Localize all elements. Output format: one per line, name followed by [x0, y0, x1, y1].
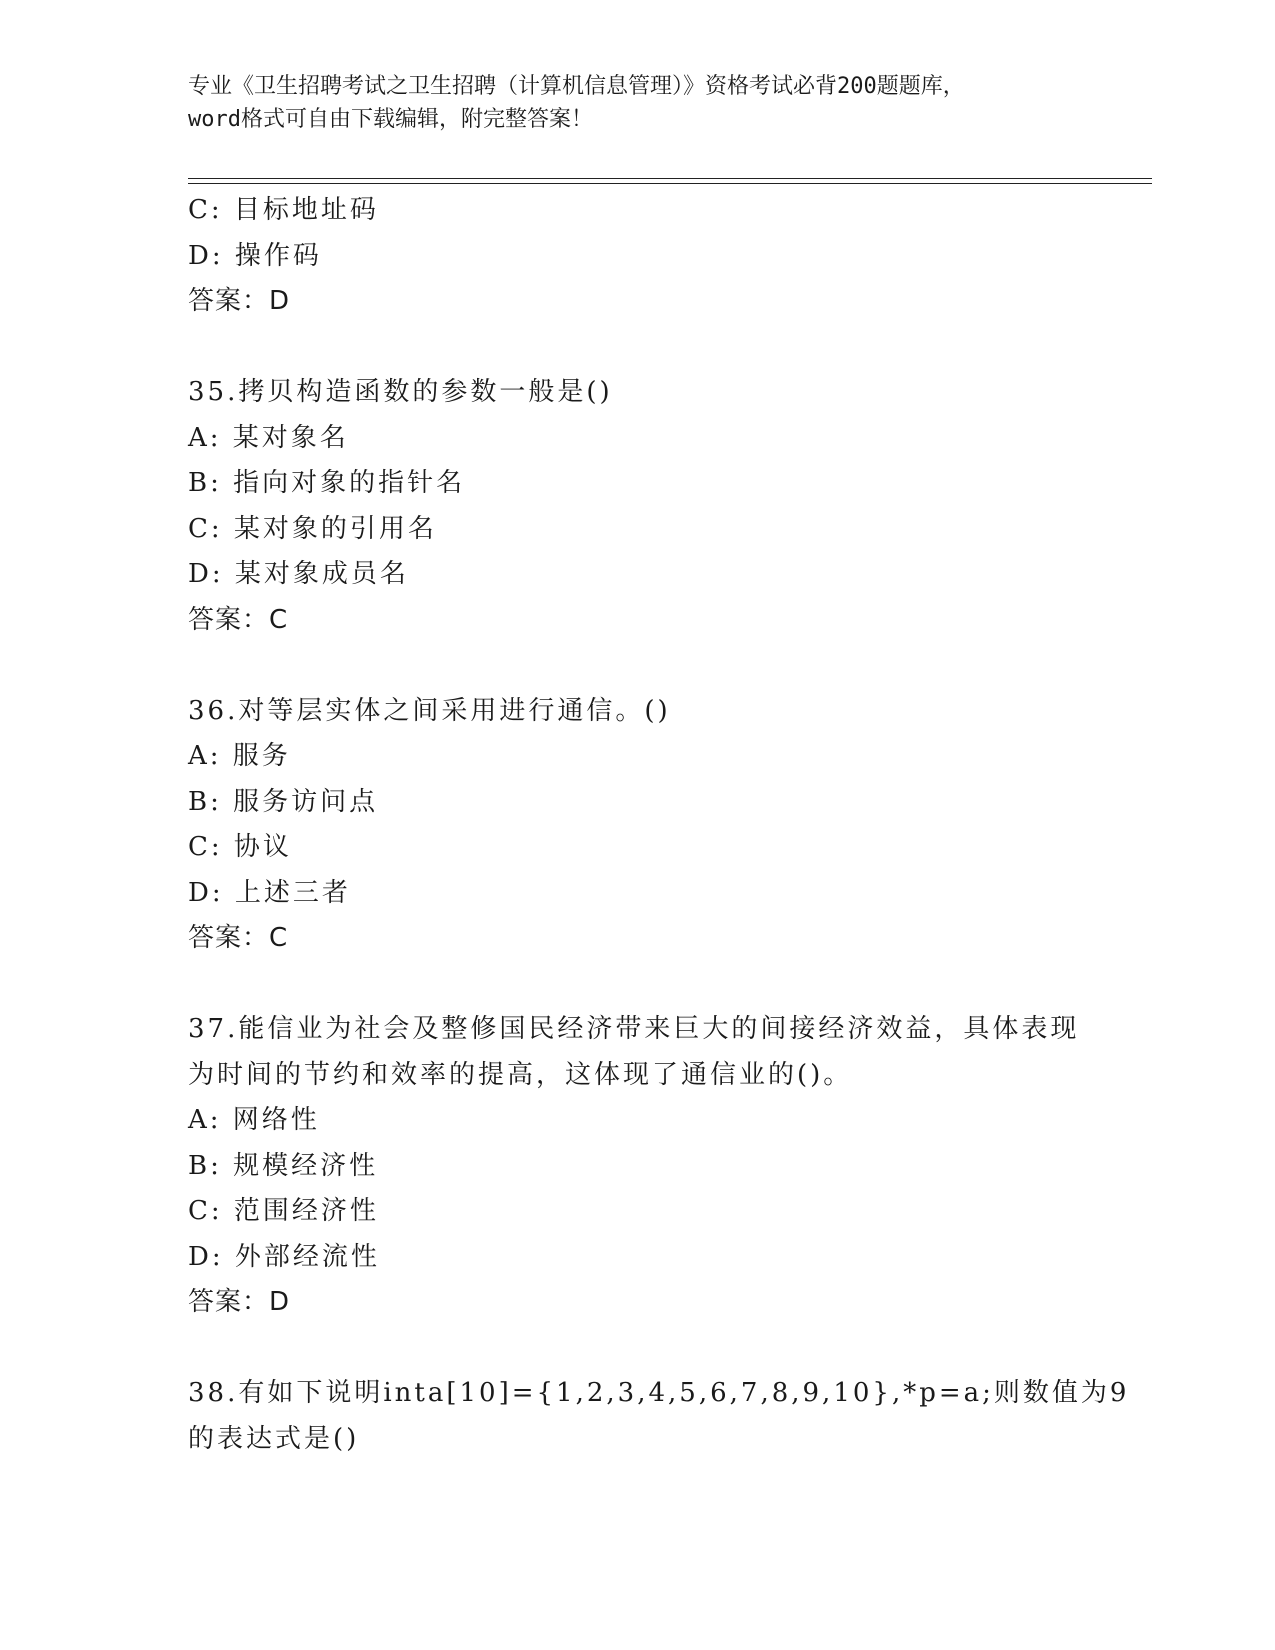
- question-block-36: [188, 689, 1152, 962]
- option-c: C: 某对象的引用名: [188, 513, 437, 544]
- option-b: B: 指向对象的指针名: [188, 468, 466, 498]
- answer-line: 答案：C: [188, 923, 289, 953]
- answer-line: 答案：C: [188, 604, 289, 635]
- document-header: [188, 70, 1088, 136]
- question-block-37: [188, 1007, 1152, 1326]
- spacer: [188, 1326, 1152, 1372]
- spacer: [188, 643, 1152, 689]
- question-text-line-1: 37.能信业为社会及整修国民经济带来巨大的间接经济效益，具体表现: [188, 1014, 1080, 1044]
- question-block-38: [188, 1371, 1152, 1462]
- option-a: A: 网络性: [188, 1105, 320, 1135]
- question-text-line-1: 38.有如下说明inta[10]={1,2,3,4,5,6,7,8,9,10},*p=a;则数值为9: [188, 1378, 1130, 1408]
- option-c: C: 协议: [188, 832, 292, 862]
- option-d: D: 某对象成员名: [188, 559, 409, 589]
- question-block-35: [188, 370, 1152, 643]
- option-a: A: 某对象名: [188, 422, 349, 453]
- question-text-line-2: 为时间的节约和效率的提高，这体现了通信业的()。: [188, 1059, 853, 1090]
- option-b: B: 规模经济性: [188, 1150, 379, 1181]
- header-line-1: 专业《卫生招聘考试之卫生招聘（计算机信息管理）》资格考试必背200题题库，: [188, 74, 965, 99]
- option-d: D: 操作码: [188, 240, 322, 271]
- option-d: D: 外部经流性: [188, 1241, 380, 1272]
- question-list: [188, 188, 1152, 1462]
- question-text-line-2: 的表达式是(): [188, 1423, 360, 1454]
- header-line-2: word格式可自由下载编辑，附完整答案！: [188, 107, 593, 132]
- option-d: D: 上述三者: [188, 877, 351, 908]
- option-c: C: 范围经济性: [188, 1196, 379, 1226]
- header-divider-top: [188, 178, 1152, 179]
- header-divider-bottom: [188, 183, 1152, 184]
- answer-line: 答案：D: [188, 1287, 291, 1317]
- question-block-34: [188, 188, 1152, 325]
- spacer: [188, 325, 1152, 371]
- question-text: 36.对等层实体之间采用进行通信。(): [188, 695, 671, 726]
- question-text: 35.拷贝构造函数的参数一般是(): [188, 377, 613, 407]
- option-b: B: 服务访问点: [188, 786, 379, 817]
- spacer: [188, 962, 1152, 1008]
- option-a: A: 服务: [188, 741, 291, 771]
- option-c: C: 目标地址码: [188, 195, 379, 225]
- answer-line: 答案：D: [188, 286, 291, 316]
